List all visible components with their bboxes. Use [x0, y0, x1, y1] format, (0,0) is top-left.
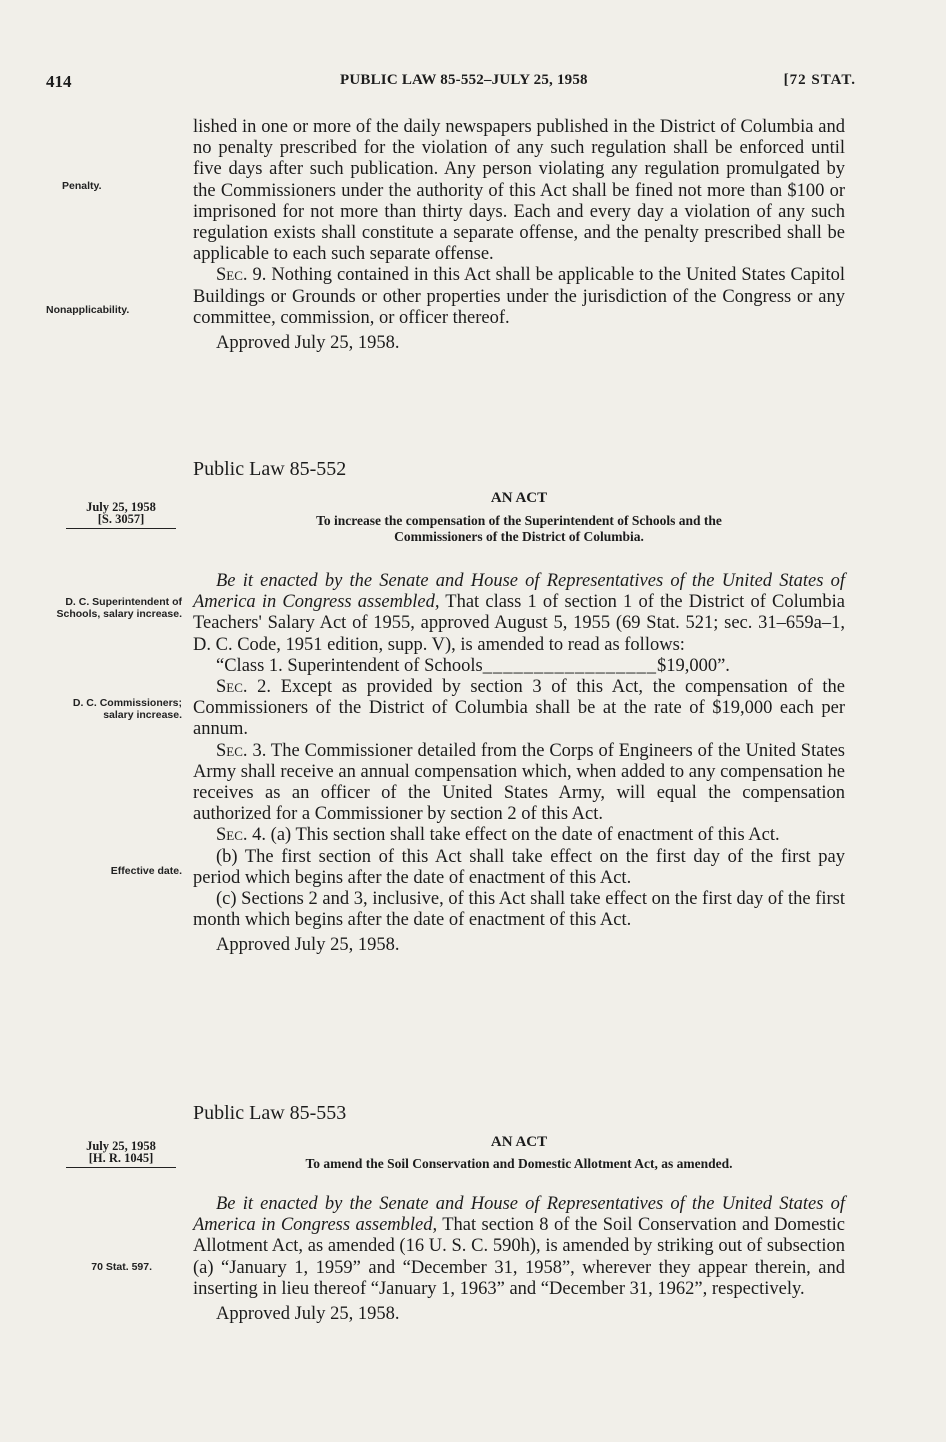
enacting-italic: Be it enacted by the Senate and House of Representatives of the United States of America in Congress assembled,	[193, 571, 845, 613]
enacting-clause	[193, 571, 845, 656]
continued-section	[193, 117, 845, 354]
enacting-text: That section 8 of the Soil Conservation and Domestic Allotment Act, as amended (16 U. S. C. 590h), is amended by striking out of subsection (a) “January 1, 1959” and “December 31, 1958”, wherever they appear therein, and inserting in lieu thereof “January 1, 1963” and “December 31, 1962”, respectively.	[193, 1215, 845, 1299]
running-title: PUBLIC LAW 85-552–JULY 25, 1958	[340, 72, 588, 88]
law-title-85-553: Public Law 85-553	[193, 1102, 347, 1124]
section-label: Sec. 9.	[216, 265, 267, 286]
bill-number: [H. R. 1045]	[88, 1151, 154, 1165]
margin-note-superintendent: D. C. Superintendent of Schools, salary increase.	[56, 596, 182, 620]
class-line	[193, 656, 845, 677]
approved-line: Approved July 25, 1958.	[216, 333, 400, 354]
class-salary: $19,000”.	[656, 655, 730, 676]
bill-number: [S. 3057]	[97, 512, 145, 526]
enacting-clause	[193, 1194, 845, 1300]
purpose-line-1: To increase the compensation of the Superintendent of Schools and the	[316, 513, 722, 528]
approved-line: Approved July 25, 1958.	[216, 935, 400, 956]
section-text: The Commissioner detailed from the Corps of Engineers of the United States Army shall receive an annual compensation which, when added to any compensation he receives as an officer of the United States Army, will equal the compensation authorized for a Commissioner by section 2 of this Act.	[193, 740, 845, 825]
act-purpose: To amend the Soil Conservation and Domestic Allotment Act, as amended.	[305, 1156, 733, 1171]
margin-note-commissioners: D. C. Commissioners; salary increase.	[72, 697, 182, 721]
section-2	[193, 677, 845, 741]
an-act-heading: AN ACT	[490, 1134, 548, 1150]
an-act-heading: AN ACT	[490, 490, 548, 506]
page-number: 414	[46, 72, 72, 91]
purpose-line-2: Commissioners of the District of Columbia.	[394, 529, 644, 544]
law-85-553-body	[193, 1194, 845, 1325]
law-85-552-body	[193, 571, 845, 957]
margin-note-nonapplicability: Nonapplicability.	[46, 304, 130, 316]
enactment-date: July 25, 1958	[86, 500, 156, 514]
section-9	[193, 265, 845, 329]
section-text: Nothing contained in this Act shall be applicable to the United States Capitol Buildings or Grounds or other properties under the jurisdiction of the Congress or any committee, commission, or officer thereof.	[193, 265, 845, 328]
section-3	[193, 741, 845, 826]
enacting-text: That class 1 of section 1 of the District of Columbia Teachers' Salary Act of 1955, approved August 5, 1955 (69 Stat. 521; sec. 31–659a–1, D. C. Code, 1951 edition, supp. V), is amended to read as follows:	[193, 592, 845, 655]
date-block-85-552	[66, 501, 176, 529]
rule-divider	[66, 1167, 176, 1168]
section-4a	[193, 825, 845, 846]
section-label: Sec. 4.	[216, 825, 267, 846]
act-purpose	[193, 513, 845, 545]
margin-note-stat-ref: 70 Stat. 597.	[91, 1261, 152, 1273]
running-header	[46, 72, 856, 96]
section-4b: (b) The first section of this Act shall take effect on the first day of the first pay period which begins after the date of enactment of this Act.	[193, 846, 845, 888]
section-4c: (c) Sections 2 and 3, inclusive, of this Act shall take effect on the first day of the first month which begins after the date of enactment of this Act.	[193, 889, 845, 931]
law-title-85-552: Public Law 85-552	[193, 458, 347, 480]
approved-line: Approved July 25, 1958.	[216, 1304, 400, 1325]
class-label: “Class 1. Superintendent of Schools	[216, 655, 483, 676]
margin-note-effective-date: Effective date.	[110, 865, 182, 877]
margin-note-penalty: Penalty.	[62, 180, 102, 192]
section-text: (a) This section shall take effect on the date of enactment of this Act.	[266, 825, 780, 846]
section-label: Sec. 3.	[216, 740, 267, 761]
enactment-date: July 25, 1958	[86, 1139, 156, 1153]
stat-reference: [72 STAT.	[783, 72, 856, 88]
section-text: Except as provided by section 3 of this Act, the compensation of the Commissioners of the District of Columbia shall be at the rate of $19,000 each per annum.	[193, 677, 845, 740]
rule-divider	[66, 528, 176, 529]
section-label: Sec. 2.	[216, 677, 272, 698]
enacting-italic: Be it enacted by the Senate and House of Representatives of the United States of America in Congress assembled,	[193, 1194, 845, 1236]
leader-dots: _________________	[482, 655, 657, 676]
date-block-85-553	[66, 1140, 176, 1168]
continued-paragraph: lished in one or more of the daily newspapers published in the District of Columbia and no penalty prescribed for the violation of any such regulation shall be enforced until five days after such publication. Any person violating any regulation promulgated by the Commissioners under the authority of this Act shall be fined not more than $100 or imprisoned for not more than thirty days. Each and every day a violation of any such regulation exists shall constitute a separate offense, and the penalty prescribed shall be applicable to each such separate offense.	[193, 117, 845, 265]
